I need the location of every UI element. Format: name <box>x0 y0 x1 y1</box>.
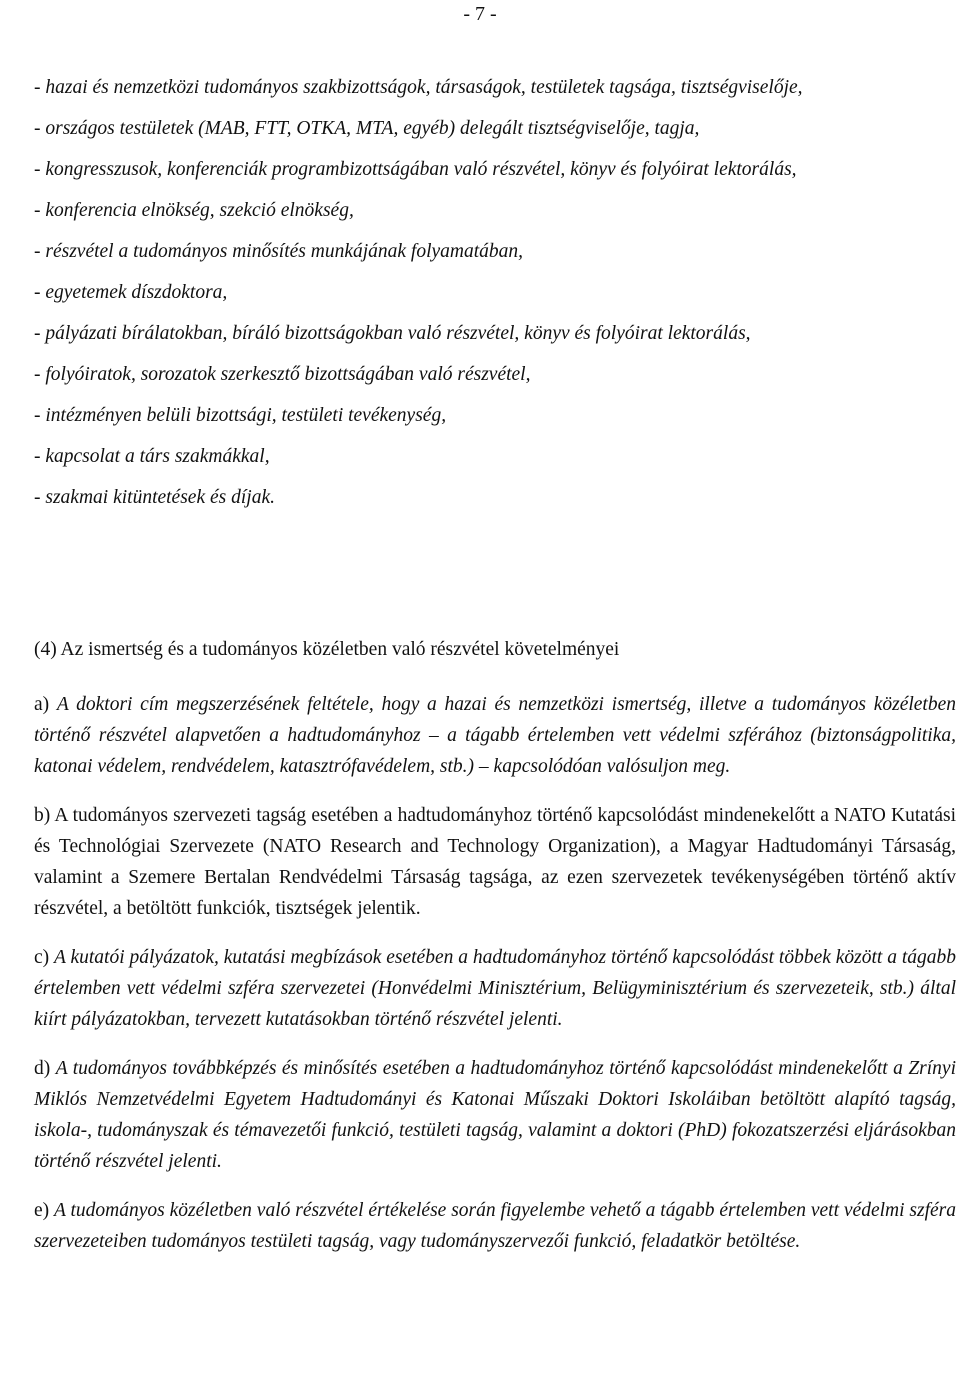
paragraph-label: b) <box>34 805 51 826</box>
paragraph-e <box>34 1195 956 1257</box>
paragraph-a <box>34 689 956 782</box>
list-item: - konferencia elnökség, szekció elnökség, <box>34 200 354 221</box>
list-item: - szakmai kitüntetések és díjak. <box>34 487 275 508</box>
paragraph-label: d) <box>34 1058 51 1079</box>
paragraph-c <box>34 942 956 1035</box>
list-item: - kapcsolat a társ szakmákkal, <box>34 446 270 467</box>
list-item: - intézményen belüli bizottsági, testületi tevékenység, <box>34 405 447 426</box>
list-item: - részvétel a tudományos minősítés munkájának folyamatában, <box>34 241 524 262</box>
paragraph-text: A doktori cím megszerzésének feltétele, hogy a hazai és nemzetközi ismertség, illetve a tudományos közéletben történő részvétel alapvetően a hadtudományhoz – a tágabb értelemben vett védelmi szférához (biztonságpolitika, katonai védelem, rendvédelem, katasztrófavédelem, stb.) – kapcsolódóan valósuljon meg. <box>34 694 956 777</box>
requirement-paragraphs <box>34 689 956 1275</box>
paragraph-text: A tudományos továbbképzés és minősítés esetében a hadtudományhoz történő kapcsolódást mindenekelőtt a Zrínyi Miklós Nemzetvédelmi Egyetem Hadtudományi és Katonai Műszaki Doktori Iskoláiban betöltött alapító tagság, iskola-, tudományszak és témavezetői funkció, testületi tagság, valamint a doktori (PhD) fokozatszerzési eljárásokban történő részvétel jelenti. <box>34 1058 957 1172</box>
paragraph-text: A kutatói pályázatok, kutatási megbízások esetében a hadtudományhoz történő kapcsolódást többek között a tágabb értelemben vett védelmi szféra szervezetei (Honvédelmi Minisztérium, Belügyminisztérium és szervezeteik, stb.) által kiírt pályázatokban, tervezett kutatásokban történő részvétel jelenti. <box>34 947 957 1030</box>
list-item: - pályázati bírálatokban, bíráló bizottságokban való részvétel, könyv és folyóirat lektorálás, <box>34 323 751 344</box>
section-heading: (4) Az ismertség és a tudományos közéletben való részvétel követelményei <box>34 639 620 660</box>
list-item: - hazai és nemzetközi tudományos szakbizottságok, társaságok, testületek tagsága, tisztségviselője, <box>34 77 803 98</box>
paragraph-text: A tudományos szervezeti tagság esetében a hadtudományhoz történő kapcsolódást mindenekelőtt a NATO Kutatási és Technológiai Szervezete (NATO Research and Technology Organization), a Magyar Hadtudományi Társaság, valamint a Szemere Bertalan Rendvédelmi Társaság tagsága, az ezen szervezetek tevékenységében történő aktív részvétel, a betöltött funkciók, tisztségek jelentik. <box>34 805 956 919</box>
paragraph-label: e) <box>34 1200 50 1221</box>
paragraph-d <box>34 1053 956 1177</box>
page-number: - 7 - <box>463 3 497 25</box>
list-item: - egyetemek díszdoktora, <box>34 282 228 303</box>
requirements-list <box>34 72 956 523</box>
paragraph-text: A tudományos közéletben való részvétel értékelése során figyelembe vehető a tágabb értelemben vett védelmi szféra szervezeteiben tudományos testületi tagság, vagy tudományszervezői funkció, feladatkör betöltése. <box>34 1200 956 1252</box>
paragraph-b <box>34 800 956 924</box>
paragraph-label: a) <box>34 694 50 715</box>
list-item: - kongresszusok, konferenciák programbizottságában való részvétel, könyv és folyóirat lektorálás, <box>34 159 797 180</box>
list-item: - országos testületek (MAB, FTT, OTKA, MTA, egyéb) delegált tisztségviselője, tagja, <box>34 118 700 139</box>
list-item: - folyóiratok, sorozatok szerkesztő bizottságában való részvétel, <box>34 364 531 385</box>
paragraph-label: c) <box>34 947 50 968</box>
